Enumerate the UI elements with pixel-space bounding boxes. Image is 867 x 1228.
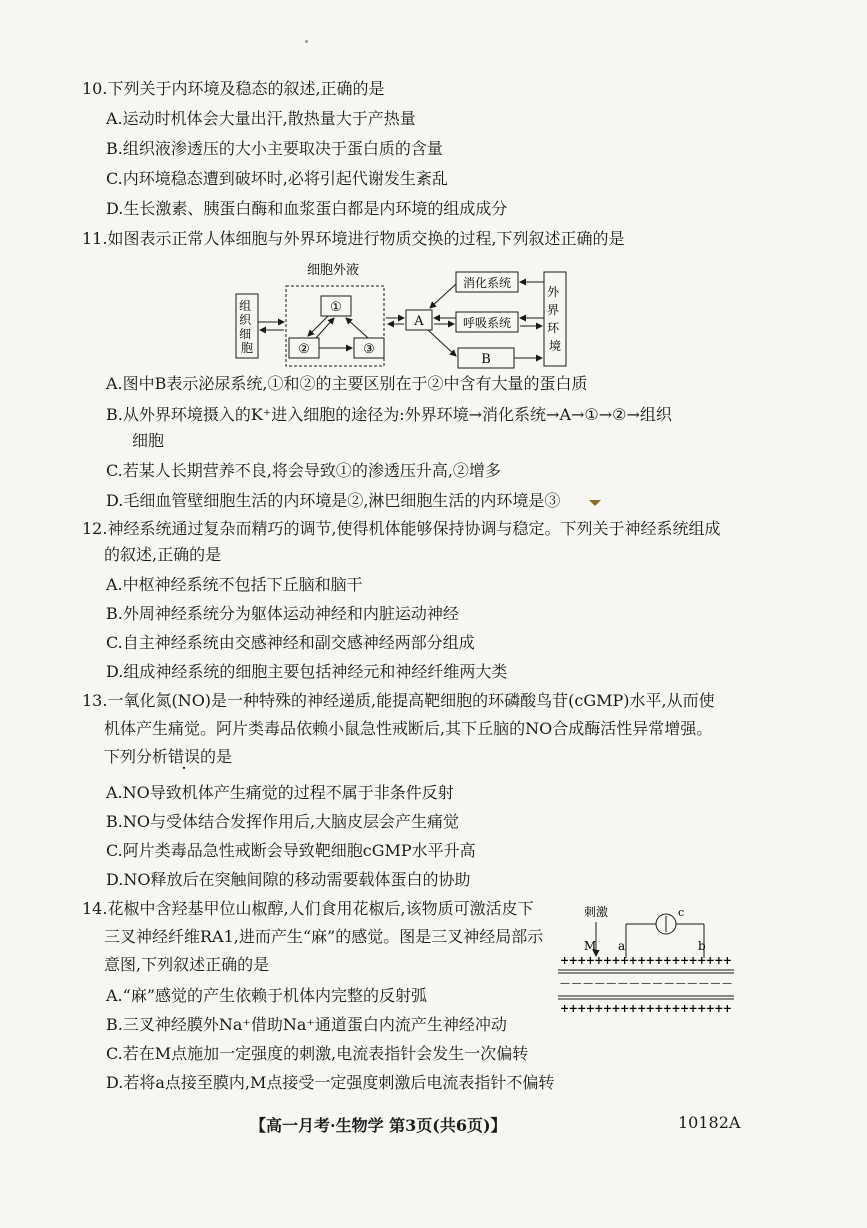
q10-option-d: D.生长激素、胰蛋白酶和血浆蛋白都是内环境的组成成分 bbox=[106, 199, 508, 218]
node-3-label: ③ bbox=[363, 342, 375, 357]
point-m-label: M bbox=[584, 939, 597, 953]
q11-option-b: B.从外界环境摄入的K⁺进入细胞的途径为:外界环境→消化系统→A→①→②→组织 bbox=[106, 405, 672, 424]
external-env-char-4: 境 bbox=[548, 339, 562, 353]
scan-speck bbox=[305, 40, 308, 43]
outer-charge-row-2: + + + + + + + + + + + + + + + + + + + + bbox=[560, 1002, 732, 1014]
external-environment-label bbox=[547, 285, 563, 353]
q12-stem: 12.神经系统通过复杂而精巧的调节,使得机体能够保持协调与稳定。下列关于神经系统组成 bbox=[82, 519, 721, 538]
q12-option-a: A.中枢神经系统不包括下丘脑和脑干 bbox=[106, 575, 363, 594]
q13-stem-continued-1: 机体产生痛觉。阿片类毒品依赖小鼠急性戒断后,其下丘脑的NO合成酶活性异常增强。 bbox=[104, 719, 713, 738]
q14-option-c: C.若在M点施加一定强度的刺激,电流表指针会发生一次偏转 bbox=[106, 1044, 529, 1063]
inner-charge-row: — — — — — — — — — — — — — — — bbox=[560, 978, 732, 989]
q11-option-a: A.图中B表示泌尿系统,①和②的主要区别在于②中含有大量的蛋白质 bbox=[106, 374, 588, 393]
q13-stem-part-c: 的是 bbox=[200, 747, 233, 766]
q11-option-b-continued: 细胞 bbox=[132, 431, 165, 450]
node-1-label: ① bbox=[330, 300, 342, 315]
q12-option-c: C.自主神经系统由交感神经和副交感神经两部分组成 bbox=[106, 633, 475, 652]
external-env-char-3: 环 bbox=[547, 321, 560, 335]
arrow-a-to-b bbox=[428, 330, 456, 356]
respiratory-system-label: 呼吸系统 bbox=[462, 316, 512, 330]
q14-option-b: B.三叉神经膜外Na⁺借助Na⁺通道蛋白内流产生神经冲动 bbox=[106, 1015, 507, 1034]
node-2-label: ② bbox=[298, 342, 310, 357]
q11-stem: 11.如图表示正常人体细胞与外界环境进行物质交换的过程,下列叙述正确的是 bbox=[82, 229, 625, 248]
tissue-cell-label bbox=[239, 299, 255, 355]
point-b-label: b bbox=[698, 939, 706, 953]
arrow-digestive-to-a bbox=[430, 284, 456, 308]
q13-stem-part-a: 下列分析 bbox=[104, 747, 169, 766]
tissue-cell-char-1: 组 bbox=[239, 299, 252, 313]
page-footer: 【高一月考·生物学 第3页(共6页)】 bbox=[250, 1116, 507, 1135]
q11-option-c: C.若某人长期营养不良,将会导致①的渗透压升高,②增多 bbox=[106, 461, 501, 480]
extracellular-fluid-label: 细胞外液 bbox=[307, 263, 360, 278]
outer-charge-row: + + + + + + + + + + + + + + + + + + + + bbox=[560, 954, 732, 967]
q12-option-b: B.外周神经系统分为躯体运动神经和内脏运动神经 bbox=[106, 604, 459, 623]
digestive-system-label: 消化系统 bbox=[462, 276, 512, 290]
q13-stem: 13.一氧化氮(NO)是一种特殊的神经递质,能提高靶细胞的环磷酸鸟苷(cGMP)水平,从而使 bbox=[82, 691, 715, 710]
arrow-3-to-1 bbox=[346, 318, 368, 338]
q11-exchange-diagram bbox=[228, 262, 588, 374]
q14-option-d: D.若将a点接至膜内,M点接受一定强度刺激后电流表指针不偏转 bbox=[106, 1073, 555, 1092]
q12-option-d: D.组成神经系统的细胞主要包括神经元和神经纤维两大类 bbox=[106, 662, 508, 681]
point-a-label: a bbox=[618, 939, 626, 953]
q13-option-d: D.NO释放后在突触间隙的移动需要载体蛋白的协助 bbox=[106, 870, 471, 889]
external-env-char-2: 界 bbox=[547, 303, 560, 317]
q10-option-b: B.组织液渗透压的大小主要取决于蛋白质的含量 bbox=[106, 139, 443, 158]
paper-code: 10182A bbox=[678, 1113, 741, 1132]
q13-emphasis-word: 错误 bbox=[168, 747, 201, 766]
tissue-cell-char-3: 细 bbox=[239, 327, 252, 341]
stimulus-label: 刺激 bbox=[584, 905, 609, 919]
node-a-label: A bbox=[414, 314, 424, 329]
external-env-char-1: 外 bbox=[547, 285, 560, 299]
q13-option-a: A.NO导致机体产生痛觉的过程不属于非条件反射 bbox=[106, 783, 454, 802]
point-c-label: c bbox=[678, 906, 685, 919]
q14-stem-continued-1: 三叉神经纤维RA1,进而产生“麻”的感觉。图是三叉神经局部示 bbox=[104, 927, 544, 946]
q14-nerve-diagram bbox=[556, 902, 736, 1014]
arrow-1-to-2 bbox=[308, 316, 328, 336]
q11-option-d: D.毛细血管壁细胞生活的内环境是②,淋巴细胞生活的内环境是③ bbox=[106, 491, 561, 510]
tissue-cell-char-4: 胞 bbox=[240, 341, 254, 355]
q14-stem: 14.花椒中含羟基甲位山椒醇,人们食用花椒后,该物质可激活皮下 bbox=[82, 899, 534, 918]
arrow-2-to-1 bbox=[316, 318, 334, 338]
q14-option-a: A.“麻”感觉的产生依赖于机体内完整的反射弧 bbox=[106, 986, 428, 1005]
node-b-label: B bbox=[481, 352, 491, 367]
q13-stem-continued-2 bbox=[104, 746, 232, 768]
scan-mark bbox=[589, 500, 601, 506]
q12-stem-continued: 的叙述,正确的是 bbox=[104, 545, 222, 564]
q14-stem-continued-2: 意图,下列叙述正确的是 bbox=[104, 955, 270, 974]
q10-option-c: C.内环境稳态遭到破坏时,必将引起代谢发生紊乱 bbox=[106, 169, 448, 188]
q10-stem: 10.下列关于内环境及稳态的叙述,正确的是 bbox=[82, 79, 385, 98]
q13-option-c: C.阿片类毒品急性戒断会导致靶细胞cGMP水平升高 bbox=[106, 841, 476, 860]
q10-option-a: A.运动时机体会大量出汗,散热量大于产热量 bbox=[106, 109, 416, 128]
q13-option-b: B.NO与受体结合发挥作用后,大脑皮层会产生痛觉 bbox=[106, 812, 460, 831]
tissue-cell-char-2: 织 bbox=[239, 313, 252, 327]
